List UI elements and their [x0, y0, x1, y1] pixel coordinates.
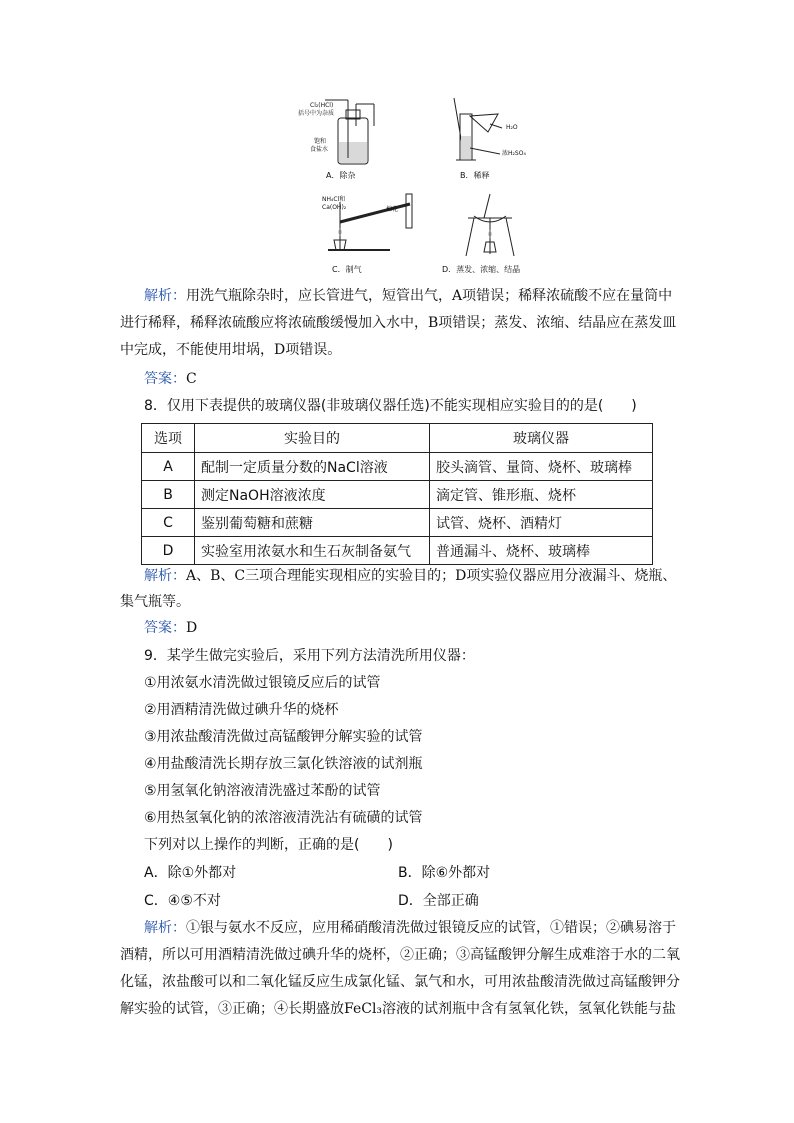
q9-analysis-line-1	[144, 917, 676, 937]
q8-analysis-tag: 解析：	[144, 568, 186, 584]
q7-analysis-tag: 解析：	[144, 288, 186, 304]
q7-analysis-line-2: 进行稀释，稀释浓硫酸应将浓硫酸缓慢加入水中，B项错误；蒸发、浓缩、结晶应在蒸发皿	[120, 315, 677, 331]
cell-option: C	[142, 509, 195, 537]
table-row	[142, 509, 653, 537]
label-reagent-1: NH₄Cl和	[322, 196, 346, 203]
q9-item: ⑥用热氢氧化钠的浓溶液清洗沾有硫磺的试管	[144, 810, 423, 826]
gas-washing-bottle-drawing	[280, 96, 390, 176]
label-brine: 食盐水	[310, 146, 329, 153]
q9-analysis-text-1: ①银与氨水不反应，应用稀硝酸清洗做过银镜反应的试管，①错误；②碘易溶于	[186, 920, 676, 936]
q9-analysis-line-3: 化锰，浓盐酸可以和二氧化锰反应生成氯化锰、氯气和水，可用浓盐酸清洗做过高锰酸钾分	[120, 974, 680, 990]
cell-glassware: 滴定管、锥形瓶、烧杯	[430, 481, 653, 509]
cell-glassware: 试管、烧杯、酒精灯	[430, 509, 653, 537]
q8-answer	[144, 617, 197, 637]
table-header-row	[142, 424, 653, 453]
q9-item: ④用盐酸清洗长期存放三氯化铁溶液的试剂瓶	[144, 756, 423, 772]
q7-analysis-line-1	[144, 285, 672, 305]
cell-option: D	[142, 537, 195, 565]
q7-analysis-text-1: 用洗气瓶除杂时，应长管进气，短管出气，A项错误；稀释浓硫酸不应在量筒中	[186, 288, 673, 304]
apparatus-figures	[280, 96, 540, 278]
cell-option: B	[142, 481, 195, 509]
figure-d-evaporation	[440, 192, 540, 278]
cell-purpose: 配制一定质量分数的NaCl溶液	[195, 453, 430, 481]
header-glassware: 玻璃仪器	[430, 424, 653, 453]
label-impurity-note: 括号中为杂质	[298, 110, 335, 117]
cell-glassware: 普通漏斗、烧杯、玻璃棒	[430, 537, 653, 565]
q8-stem: 8．仅用下表提供的玻璃仪器(非玻璃仪器任选)不能实现相应实验目的的是( )	[144, 398, 637, 414]
header-purpose: 实验目的	[195, 424, 430, 453]
figure-d-caption: D．蒸发、浓缩、结晶	[442, 265, 521, 274]
q9-option-d: D．全部正确	[398, 893, 479, 909]
table-row	[142, 481, 653, 509]
table-row	[142, 453, 653, 481]
evaporation-drawing	[440, 192, 540, 264]
q9-analysis-line-4: 解实验的试管，③正确；④长期盛放FeCl₃溶液的试剂瓶中含有氢氧化铁，氢氧化铁能与盐	[120, 1001, 677, 1017]
label-cotton: 棉花	[386, 206, 399, 213]
q7-answer	[144, 368, 197, 388]
cell-purpose: 鉴别葡萄糖和蔗糖	[195, 509, 430, 537]
figure-b-caption: B．稀释	[460, 171, 490, 180]
q8-answer-value: D	[186, 620, 198, 636]
label-conc-acid: 浓H₂SO₄	[502, 150, 526, 157]
label-gas: Cl₂(HCl)	[310, 102, 334, 109]
q9-option-b: B．除⑥外都对	[398, 865, 491, 881]
q9-item: ⑤用氢氧化钠溶液清洗盛过苯酚的试管	[144, 783, 381, 799]
cell-purpose: 实验室用浓氨水和生石灰制备氨气	[195, 537, 430, 565]
q9-item: ①用浓氨水清洗做过银镜反应后的试管	[144, 675, 381, 691]
cell-glassware: 胶头滴管、量筒、烧杯、玻璃棒	[430, 453, 653, 481]
q7-analysis-line-3: 中完成，不能使用坩埚，D项错误。	[120, 342, 342, 358]
header-option: 选项	[142, 424, 195, 453]
label-water: H₂O	[506, 124, 518, 131]
q8-analysis-line-1	[144, 565, 676, 585]
q7-answer-tag: 答案：	[144, 371, 186, 387]
cell-option: A	[142, 453, 195, 481]
q8-table	[141, 423, 653, 565]
label-reagent-2: Ca(OH)₂	[322, 204, 347, 211]
q7-answer-value: C	[186, 371, 197, 387]
q9-analysis-tag: 解析：	[144, 920, 186, 936]
q9-question: 下列对以上操作的判断，正确的是( )	[144, 837, 393, 853]
q9-item: ②用酒精清洗做过碘升华的烧杯	[144, 702, 339, 718]
label-saturated: 饱和	[314, 138, 327, 145]
figure-c-gas-preparation	[320, 192, 430, 278]
q9-analysis-line-2: 酒精，所以可用酒精清洗做过碘升华的烧杯，②正确；③高锰酸钾分解生成难溶于水的二氧	[120, 947, 680, 963]
figure-b-dilution	[440, 96, 540, 186]
figure-a-gas-washing-bottle	[280, 96, 390, 186]
q9-item: ③用浓盐酸清洗做过高锰酸钾分解实验的试管	[144, 729, 423, 745]
q8-answer-tag: 答案：	[144, 620, 186, 636]
q9-option-c: C．④⑤不对	[144, 893, 221, 909]
figure-c-caption: C．制气	[332, 265, 362, 274]
dilution-drawing	[440, 96, 540, 168]
q8-analysis-text-1: A、B、C三项合理能实现相应的实验目的；D项实验仪器应用分液漏斗、烧瓶、	[186, 568, 677, 584]
q9-option-a: A．除①外都对	[144, 865, 237, 881]
figure-a-caption: A．除杂	[326, 171, 356, 180]
table-row	[142, 537, 653, 565]
q9-stem: 9．某学生做完实验后，采用下列方法清洗所用仪器：	[144, 648, 475, 664]
q8-analysis-line-2: 集气瓶等。	[120, 594, 190, 610]
cell-purpose: 测定NaOH溶液浓度	[195, 481, 430, 509]
